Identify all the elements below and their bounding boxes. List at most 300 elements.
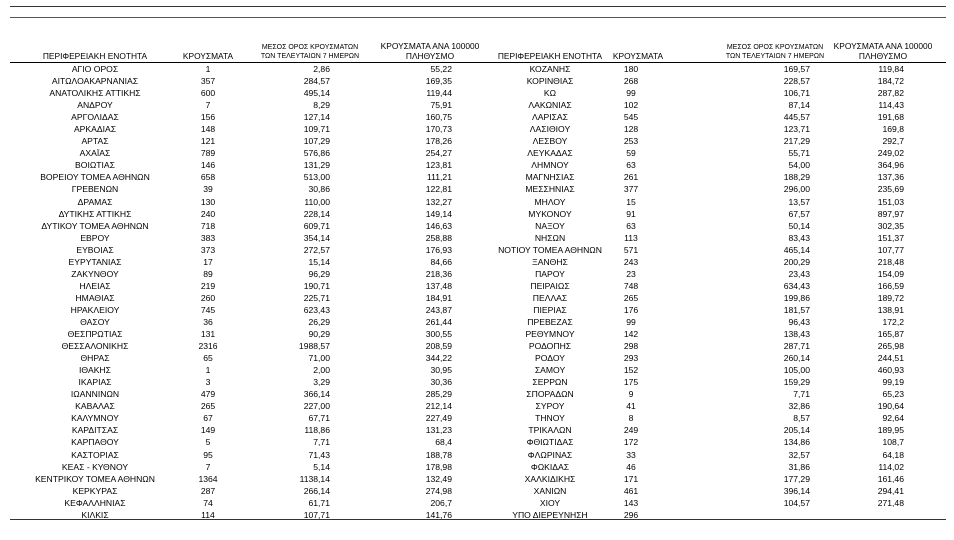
table-row — [10, 220, 490, 232]
cell-avg7: 106,71 — [783, 88, 810, 99]
table-row — [490, 87, 946, 99]
cell-cases: 99 — [626, 88, 636, 99]
table-row — [490, 328, 946, 340]
cell-avg7: 228,14 — [303, 208, 330, 219]
cell-cases: 143 — [623, 497, 639, 508]
table-row — [10, 99, 490, 111]
cell-avg7: 177,29 — [783, 473, 810, 484]
cell-per100k: 138,91 — [877, 304, 904, 315]
title-rule — [10, 17, 946, 18]
cell-per100k: 460,93 — [877, 365, 904, 376]
cell-per100k: 218,48 — [877, 256, 904, 267]
cell-per100k: 227,49 — [425, 413, 452, 424]
cell-region: ΧΙΟΥ — [539, 497, 561, 508]
cell-per100k: 55,22 — [430, 64, 452, 74]
header-region: ΠΕΡΙΦΕΡΕΙΑΚΗ ΕΝΟΤΗΤΑ — [497, 51, 603, 61]
cell-region: ΑΝΑΤΟΛΙΚΗΣ ΑΤΤΙΚΗΣ — [49, 88, 141, 99]
table-row — [490, 159, 946, 171]
cell-avg7: 1138,14 — [299, 473, 330, 484]
cell-per100k: 271,48 — [877, 497, 904, 508]
cell-per100k: 243,87 — [425, 304, 452, 315]
cell-cases: 7 — [205, 461, 211, 472]
cell-cases: 99 — [626, 316, 636, 327]
cell-cases: 65 — [203, 353, 213, 364]
cell-region: ΥΠΟ ΔΙΕΡΕΥΝΗΣΗ — [512, 509, 588, 520]
cell-per100k: 184,91 — [425, 292, 452, 303]
table-row — [490, 412, 946, 424]
cell-cases: 142 — [623, 329, 639, 340]
header-cases: ΚΡΟΥΣΜΑΤΑ — [612, 51, 664, 61]
cell-avg7: 127,14 — [303, 112, 330, 123]
header-avg7: ΜΕΣΟΣ ΟΡΟΣ ΚΡΟΥΣΜΑΤΩΝ ΤΩΝ ΤΕΛΕΥΤΑΙΩΝ 7 ΗΜΕΡΩΝ — [260, 44, 360, 60]
cell-per100k: 30,95 — [430, 365, 452, 376]
cell-region: ΛΑΣΙΘΙΟΥ — [529, 124, 571, 135]
cell-per100k: 111,21 — [426, 172, 452, 183]
cell-avg7: 96,43 — [788, 316, 810, 327]
table-row — [490, 352, 946, 364]
cell-avg7: 445,57 — [783, 112, 810, 123]
cell-avg7: 30,86 — [308, 184, 330, 195]
cell-cases: 121 — [200, 136, 216, 147]
cell-region: ΤΗΝΟΥ — [535, 413, 565, 424]
cell-region: ΠΑΡΟΥ — [535, 268, 565, 279]
cell-cases: 175 — [623, 377, 639, 388]
table-row — [10, 292, 490, 304]
cell-region: ΡΟΔΟΥ — [535, 353, 565, 364]
table-row — [490, 75, 946, 87]
table-row — [490, 497, 946, 509]
cell-cases: 7 — [205, 100, 211, 111]
cell-per100k: 235,69 — [877, 184, 904, 195]
cell-cases: 260 — [200, 292, 216, 303]
cell-avg7: 96,29 — [308, 268, 330, 279]
table-row — [10, 183, 490, 195]
cell-avg7: 513,00 — [303, 172, 330, 183]
top-rule — [10, 6, 946, 7]
cell-per100k: 114,02 — [878, 461, 904, 472]
cell-avg7: 131,29 — [303, 160, 330, 171]
cell-avg7: 609,71 — [303, 220, 330, 231]
cell-avg7: 8,57 — [793, 413, 810, 424]
cell-cases: 41 — [626, 401, 636, 412]
table-row — [490, 196, 946, 208]
table-row — [490, 436, 946, 448]
cell-per100k: 123,81 — [425, 160, 452, 171]
cell-region: ΚΑΣΤΟΡΙΑΣ — [71, 449, 119, 460]
table-row — [490, 485, 946, 497]
cell-avg7: 3,29 — [313, 377, 330, 388]
table-header-left — [10, 34, 490, 63]
cell-per100k: 191,68 — [877, 112, 904, 123]
table-left — [10, 34, 490, 521]
cell-per100k: 131,23 — [425, 425, 452, 436]
cell-cases: 296 — [623, 509, 639, 520]
cell-cases: 3 — [205, 377, 211, 388]
table-row — [10, 449, 490, 461]
cell-per100k: 344,22 — [425, 353, 452, 364]
cell-avg7: 26,29 — [308, 316, 330, 327]
cell-avg7: 23,43 — [788, 268, 810, 279]
cell-region: ΙΩΑΝΝΙΝΩΝ — [70, 389, 120, 400]
table-body-left — [10, 63, 490, 521]
header-per100k: ΚΡΟΥΣΜΑΤΑ ΑΝΑ 100000 ΠΛΗΘΥΣΜΟ — [380, 41, 480, 61]
cell-cases: 156 — [200, 112, 216, 123]
cell-region: ΚΕΦΑΛΛΗΝΙΑΣ — [64, 497, 126, 508]
table-row — [490, 232, 946, 244]
cell-per100k: 30,36 — [430, 377, 452, 388]
cell-region: ΚΕΡΚΥΡΑΣ — [72, 485, 118, 496]
table-row — [490, 364, 946, 376]
cell-region: ΙΘΑΚΗΣ — [79, 365, 111, 376]
table-row — [490, 400, 946, 412]
cell-avg7: 1988,57 — [298, 341, 330, 352]
cell-per100k: 75,91 — [430, 100, 452, 111]
cell-region: ΑΡΚΑΔΙΑΣ — [73, 124, 117, 135]
cell-region: ΖΑΚΥΝΘΟΥ — [71, 268, 119, 279]
cell-cases: 287 — [200, 485, 216, 496]
cell-cases: 176 — [623, 304, 639, 315]
table-row — [10, 340, 490, 352]
cell-per100k: 300,55 — [425, 329, 452, 340]
cell-cases: 59 — [626, 148, 636, 159]
cell-per100k: 132,27 — [425, 196, 452, 207]
table-row — [490, 424, 946, 436]
cell-avg7: 260,14 — [783, 353, 810, 364]
cell-per100k: 184,72 — [877, 76, 904, 87]
cell-region: ΧΑΛΚΙΔΙΚΗΣ — [524, 473, 576, 484]
cell-region: ΡΕΘΥΜΝΟΥ — [525, 329, 575, 340]
table-row — [490, 220, 946, 232]
cell-region: ΠΕΛΛΑΣ — [532, 292, 568, 303]
table-row — [10, 412, 490, 424]
table-row — [490, 256, 946, 268]
cell-region: ΗΡΑΚΛΕΙΟΥ — [70, 304, 120, 315]
cell-per100k: 151,37 — [877, 232, 904, 243]
cell-avg7: 228,57 — [783, 76, 810, 87]
cell-avg7: 199,86 — [783, 292, 810, 303]
table-row — [10, 316, 490, 328]
cell-per100k: 188,78 — [425, 449, 452, 460]
cell-cases: 545 — [623, 112, 639, 123]
cell-avg7: 190,71 — [303, 280, 330, 291]
cell-cases: 131 — [200, 329, 216, 340]
cell-per100k: 84,66 — [430, 256, 452, 267]
cell-cases: 67 — [203, 413, 213, 424]
cell-region: ΣΕΡΡΩΝ — [532, 377, 568, 388]
cell-region: ΘΕΣΠΡΩΤΙΑΣ — [67, 329, 123, 340]
cell-avg7: 272,57 — [303, 244, 330, 255]
cell-region: ΜΗΛΟΥ — [534, 196, 566, 207]
cell-avg7: 15,14 — [308, 256, 330, 267]
cell-cases: 1 — [205, 365, 211, 376]
cell-per100k: 287,82 — [877, 88, 904, 99]
cell-avg7: 225,71 — [303, 292, 330, 303]
table-row — [490, 147, 946, 159]
table-row — [490, 171, 946, 183]
cell-per100k: 92,64 — [882, 413, 904, 424]
cell-per100k: 172,2 — [882, 316, 904, 327]
table-body-right — [490, 63, 946, 521]
cell-region: ΝΗΣΩΝ — [534, 232, 566, 243]
cell-avg7: 7,71 — [793, 389, 810, 400]
cell-cases: 253 — [623, 136, 639, 147]
cell-per100k: 254,27 — [425, 148, 452, 159]
cell-per100k: 165,87 — [877, 329, 904, 340]
cell-avg7: 287,71 — [783, 341, 810, 352]
table-row — [10, 364, 490, 376]
cell-avg7: 134,86 — [783, 437, 810, 448]
cell-region: ΧΑΝΙΩΝ — [533, 485, 567, 496]
cell-per100k: 212,14 — [425, 401, 452, 412]
cell-avg7: 217,29 — [783, 136, 810, 147]
cell-region: ΚΑΛΥΜΝΟΥ — [71, 413, 119, 424]
cell-avg7: 8,29 — [313, 100, 330, 111]
cell-region: ΒΟΡΕΙΟΥ ΤΟΜΕΑ ΑΘΗΝΩΝ — [40, 172, 150, 183]
cell-region: ΝΑΞΟΥ — [535, 220, 565, 231]
table-row — [10, 75, 490, 87]
cell-cases: 128 — [623, 124, 639, 135]
cell-per100k: 65,23 — [882, 389, 904, 400]
cell-per100k: 208,59 — [425, 341, 452, 352]
cell-cases: 8 — [628, 413, 634, 424]
cell-per100k: 107,77 — [877, 244, 904, 255]
cell-cases: 1 — [205, 64, 211, 74]
cell-per100k: 178,98 — [425, 461, 452, 472]
cell-avg7: 71,00 — [308, 353, 330, 364]
table-row — [10, 497, 490, 509]
table-row — [10, 123, 490, 135]
cell-region: ΚΙΛΚΙΣ — [81, 509, 109, 520]
cell-avg7: 200,29 — [783, 256, 810, 267]
cell-region: ΙΚΑΡΙΑΣ — [78, 377, 112, 388]
cell-avg7: 5,14 — [313, 461, 330, 472]
cell-avg7: 83,43 — [788, 232, 810, 243]
cell-region: ΛΕΥΚΑΔΑΣ — [527, 148, 573, 159]
cell-per100k: 149,14 — [425, 208, 452, 219]
table-row — [490, 135, 946, 147]
table-row — [490, 244, 946, 256]
cell-per100k: 261,44 — [425, 316, 452, 327]
header-per100k: ΚΡΟΥΣΜΑΤΑ ΑΝΑ 100000 ΠΛΗΘΥΣΜΟ — [833, 41, 933, 61]
cell-region: ΑΡΓΟΛΙΔΑΣ — [71, 112, 119, 123]
cell-avg7: 67,71 — [308, 413, 330, 424]
cell-avg7: 181,57 — [783, 304, 810, 315]
table-row — [10, 328, 490, 340]
cell-region: ΤΡΙΚΑΛΩΝ — [528, 425, 572, 436]
cell-region: ΓΡΕΒΕΝΩΝ — [71, 184, 119, 195]
table-row — [490, 316, 946, 328]
cell-region: ΒΟΙΩΤΙΑΣ — [75, 160, 115, 171]
cell-cases: 91 — [626, 208, 636, 219]
cell-per100k: 64,18 — [882, 449, 904, 460]
cell-cases: 600 — [200, 88, 216, 99]
cell-region: ΦΛΩΡΙΝΑΣ — [527, 449, 573, 460]
cell-region: ΕΥΡΥΤΑΝΙΑΣ — [68, 256, 122, 267]
cell-avg7: 71,43 — [308, 449, 330, 460]
cell-per100k: 258,88 — [425, 232, 452, 243]
cell-region: ΞΑΝΘΗΣ — [532, 256, 568, 267]
cell-cases: 5 — [205, 437, 211, 448]
cell-cases: 15 — [626, 196, 636, 207]
cell-avg7: 118,86 — [304, 425, 330, 436]
cell-avg7: 55,71 — [788, 148, 810, 159]
cell-region: ΠΕΙΡΑΙΩΣ — [530, 280, 570, 291]
cell-region: ΜΑΓΝΗΣΙΑΣ — [525, 172, 575, 183]
cell-region: ΚΕΑΣ - ΚΥΘΝΟΥ — [61, 461, 129, 472]
cell-per100k: 897,97 — [877, 208, 904, 219]
table-row — [10, 196, 490, 208]
cell-cases: 148 — [200, 124, 216, 135]
table-row — [490, 111, 946, 123]
cell-avg7: 296,00 — [783, 184, 810, 195]
cell-region: ΝΟΤΙΟΥ ΤΟΜΕΑ ΑΘΗΝΩΝ — [498, 244, 602, 255]
cell-region: ΦΘΙΩΤΙΔΑΣ — [526, 437, 574, 448]
table-row — [10, 147, 490, 159]
table-row — [490, 376, 946, 388]
cell-avg7: 54,00 — [788, 160, 810, 171]
cell-per100k: 99,19 — [882, 377, 904, 388]
cell-cases: 33 — [626, 449, 636, 460]
cell-avg7: 90,29 — [308, 329, 330, 340]
cell-cases: 265 — [623, 292, 639, 303]
cell-per100k: 68,4 — [435, 437, 452, 448]
cell-cases: 95 — [203, 449, 213, 460]
table-row — [10, 87, 490, 99]
cell-region: ΗΛΕΙΑΣ — [79, 280, 111, 291]
cell-cases: 146 — [200, 160, 216, 171]
cell-region: ΔΥΤΙΚΟΥ ΤΟΜΕΑ ΑΘΗΝΩΝ — [41, 220, 149, 231]
cell-cases: 261 — [623, 172, 639, 183]
table-row — [490, 461, 946, 473]
cell-per100k: 218,36 — [425, 268, 452, 279]
cell-cases: 240 — [200, 208, 216, 219]
header-cases: ΚΡΟΥΣΜΑΤΑ — [182, 51, 234, 61]
header-avg7: ΜΕΣΟΣ ΟΡΟΣ ΚΡΟΥΣΜΑΤΩΝ ΤΩΝ ΤΕΛΕΥΤΑΙΩΝ 7 ΗΜΕΡΩΝ — [725, 44, 825, 60]
cell-avg7: 31,86 — [788, 461, 810, 472]
cell-region: ΕΒΡΟΥ — [80, 232, 110, 243]
cell-region: ΠΡΕΒΕΖΑΣ — [527, 316, 573, 327]
cell-per100k: 137,48 — [425, 280, 452, 291]
cell-avg7: 465,14 — [783, 244, 810, 255]
cell-per100k: 160,75 — [425, 112, 452, 123]
cell-cases: 17 — [203, 256, 213, 267]
cell-per100k: 119,84 — [878, 64, 904, 74]
cell-avg7: 159,29 — [783, 377, 810, 388]
table-row — [10, 304, 490, 316]
table-row — [490, 268, 946, 280]
cell-avg7: 13,57 — [788, 196, 810, 207]
cell-cases: 479 — [200, 389, 216, 400]
cell-cases: 293 — [623, 353, 639, 364]
cell-per100k: 161,46 — [877, 473, 904, 484]
cell-avg7: 576,86 — [303, 148, 330, 159]
cell-region: ΦΩΚΙΔΑΣ — [530, 461, 570, 472]
cell-per100k: 114,43 — [878, 100, 904, 111]
cell-per100k: 274,98 — [425, 485, 452, 496]
cell-avg7: 104,57 — [783, 497, 810, 508]
cell-cases: 718 — [200, 220, 216, 231]
cell-cases: 9 — [628, 389, 634, 400]
cell-per100k: 151,03 — [877, 196, 904, 207]
table-row — [10, 111, 490, 123]
table-row — [490, 388, 946, 400]
table-row — [10, 473, 490, 485]
cell-avg7: 284,57 — [303, 76, 330, 87]
table-row — [10, 232, 490, 244]
table-row — [10, 352, 490, 364]
cell-avg7: 87,14 — [788, 100, 810, 111]
cell-per100k: 285,29 — [425, 389, 452, 400]
cell-cases: 113 — [624, 232, 638, 243]
cell-per100k: 244,51 — [877, 353, 904, 364]
cell-per100k: 169,8 — [882, 124, 904, 135]
table-row — [10, 436, 490, 448]
cell-per100k: 249,02 — [877, 148, 904, 159]
cell-per100k: 206,7 — [430, 497, 452, 508]
cell-cases: 114 — [201, 509, 215, 520]
cell-per100k: 364,96 — [877, 160, 904, 171]
cell-per100k: 189,95 — [877, 425, 904, 436]
cell-region: ΚΟΖΑΝΗΣ — [529, 64, 571, 74]
cell-avg7: 32,57 — [788, 449, 810, 460]
cell-region: ΘΗΡΑΣ — [80, 353, 110, 364]
cell-avg7: 623,43 — [303, 304, 330, 315]
cell-region: ΛΑΚΩΝΙΑΣ — [528, 100, 572, 111]
cell-cases: 789 — [200, 148, 216, 159]
cell-region: ΑΝΔΡΟΥ — [77, 100, 113, 111]
cell-region: ΣΥΡΟΥ — [535, 401, 565, 412]
table-row — [490, 473, 946, 485]
cell-cases: 152 — [623, 365, 639, 376]
cell-per100k: 170,73 — [425, 124, 452, 135]
cell-region: ΑΙΤΩΛΟΑΚΑΡΝΑΝΙΑΣ — [51, 76, 139, 87]
cell-cases: 2316 — [198, 341, 218, 352]
cell-region: ΛΑΡΙΣΑΣ — [532, 112, 568, 123]
cell-cases: 219 — [200, 280, 216, 291]
cell-avg7: 169,57 — [783, 64, 810, 74]
cell-avg7: 123,71 — [783, 124, 810, 135]
cell-cases: 74 — [203, 497, 213, 508]
cell-region: ΚΟΡΙΝΘΙΑΣ — [526, 76, 574, 87]
table-row — [10, 461, 490, 473]
cell-avg7: 105,00 — [783, 365, 810, 376]
cell-cases: 745 — [200, 304, 216, 315]
cell-cases: 1364 — [198, 473, 218, 484]
cell-avg7: 396,14 — [783, 485, 810, 496]
cell-region: ΜΕΣΣΗΝΙΑΣ — [525, 184, 575, 195]
cell-avg7: 188,29 — [783, 172, 810, 183]
table-row — [10, 280, 490, 292]
cell-cases: 171 — [623, 473, 639, 484]
cell-avg7: 107,71 — [303, 509, 330, 520]
header-region: ΠΕΡΙΦΕΡΕΙΑΚΗ ΕΝΟΤΗΤΑ — [42, 51, 148, 61]
cell-region: ΑΓΙΟ ΟΡΟΣ — [71, 64, 119, 74]
cell-per100k: 176,93 — [425, 244, 452, 255]
cell-avg7: 107,29 — [303, 136, 330, 147]
cell-region: ΚΑΡΔΙΤΣΑΣ — [71, 425, 119, 436]
cell-cases: 39 — [203, 184, 213, 195]
cell-region: ΑΡΤΑΣ — [81, 136, 109, 147]
cell-avg7: 32,86 — [788, 401, 810, 412]
cell-region: ΜΥΚΟΝΟΥ — [528, 208, 572, 219]
cell-cases: 149 — [200, 425, 216, 436]
cell-cases: 373 — [200, 244, 216, 255]
table-row — [490, 99, 946, 111]
table-row — [10, 424, 490, 436]
table-row — [490, 292, 946, 304]
cell-cases: 102 — [623, 100, 639, 111]
cell-avg7: 7,71 — [313, 437, 330, 448]
